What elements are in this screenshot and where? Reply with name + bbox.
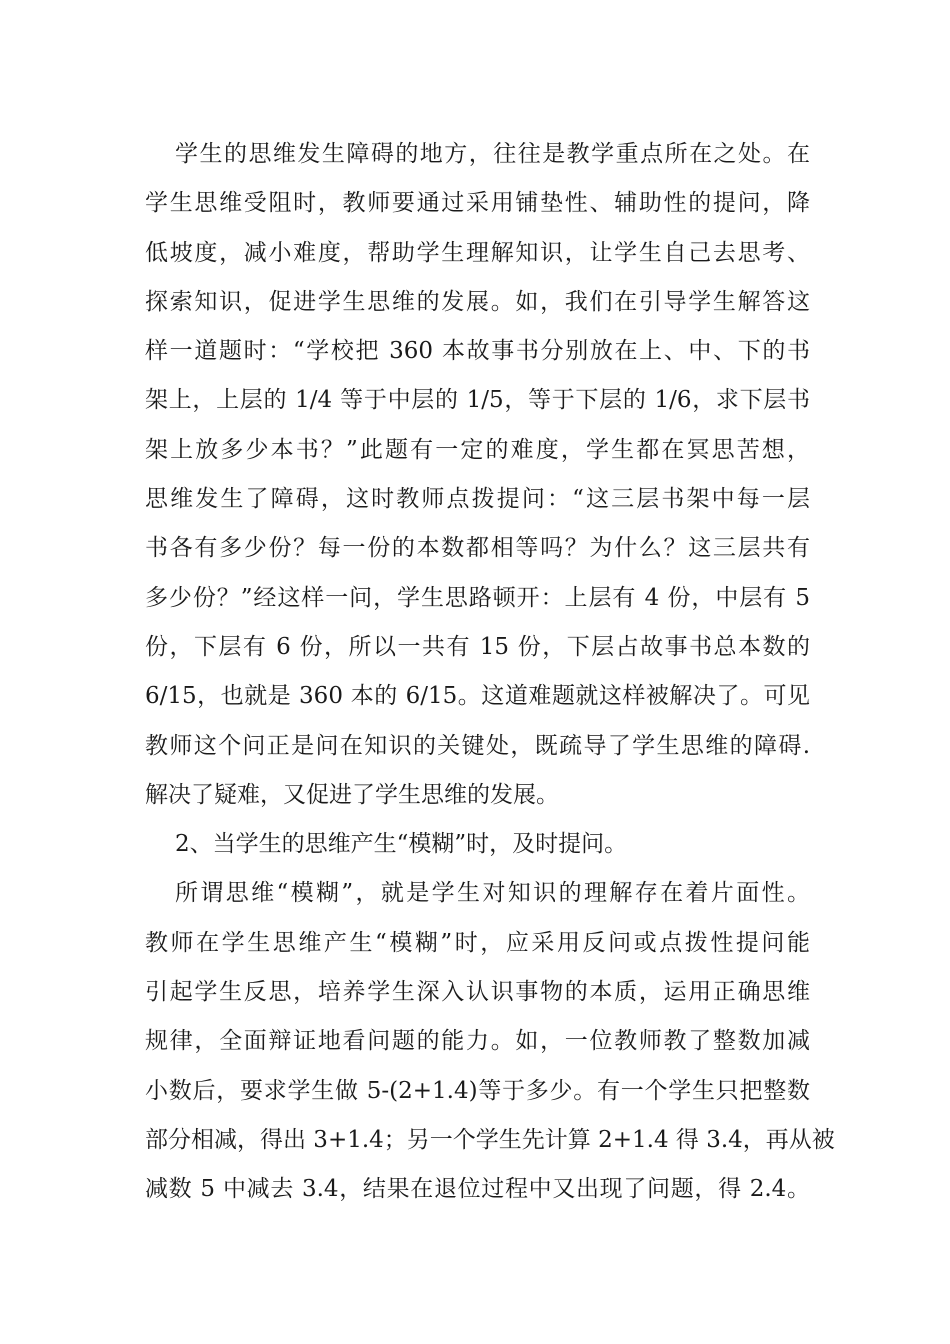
text-line-11: 份，下层有 6 份，所以一共有 15 份，下层占故事书总本数的 (145, 633, 810, 660)
text-line-6: 架上，上层的 1/4 等于中层的 1/5，等于下层的 1/6，求下层书 (145, 387, 810, 414)
text-line-2: 学生思维受阻时，教师要通过采用铺垫性、辅助性的提问，降 (145, 190, 810, 217)
text-line-13: 教师这个问正是问在知识的关键处，既疏导了学生思维的障碍. (145, 732, 810, 759)
text-line-19: 规律，全面辩证地看问题的能力。如，一位教师教了整数加减 (145, 1028, 810, 1055)
text-line-16: 所谓思维“模糊”，就是学生对知识的理解存在着片面性。 (175, 880, 810, 907)
text-line-7: 架上放多少本书？”此题有一定的难度，学生都在冥思苦想， (145, 436, 810, 463)
text-line-17: 教师在学生思维产生“模糊”时，应采用反问或点拨性提问能 (145, 929, 810, 956)
text-line-4: 探索知识，促进学生思维的发展。如，我们在引导学生解答这 (145, 288, 810, 315)
text-line-1: 学生的思维发生障碍的地方，往往是教学重点所在之处。在 (175, 141, 810, 167)
document-body (145, 130, 835, 1215)
text-line-8: 思维发生了障碍，这时教师点拨提问：“这三层书架中每一层 (145, 486, 810, 513)
text-line-3: 低坡度，减小难度，帮助学生理解知识，让学生自己去思考、 (145, 239, 810, 266)
text-line-9: 书各有多少份？每一份的本数都相等吗？为什么？这三层共有 (145, 535, 810, 562)
text-line-10: 多少份？”经这样一问，学生思路顿开：上层有 4 份，中层有 5 (145, 584, 810, 611)
text-line-14: 解决了疑难，又促进了学生思维的发展。 (145, 781, 559, 808)
text-line-18: 引起学生反思，培养学生深入认识事物的本质，运用正确思维 (145, 979, 810, 1006)
text-line-21: 部分相减，得出 3+1.4；另一个学生先计算 2+1.4 得 3.4，再从被 (145, 1126, 835, 1153)
text-line-22: 减数 5 中减去 3.4，结果在退位过程中又出现了问题，得 2.4。 (145, 1176, 810, 1203)
section-heading: 2、当学生的思维产生“模糊”时，及时提问。 (175, 831, 628, 858)
text-line-20: 小数后，要求学生做 5-(2+1.4)等于多少。有一个学生只把整数 (145, 1077, 810, 1104)
text-line-5: 样一道题时：“学校把 360 本故事书分别放在上、中、下的书 (145, 338, 810, 365)
text-line-12: 6/15，也就是 360 本的 6/15。这道难题就这样被解决了。可见 (145, 683, 810, 710)
